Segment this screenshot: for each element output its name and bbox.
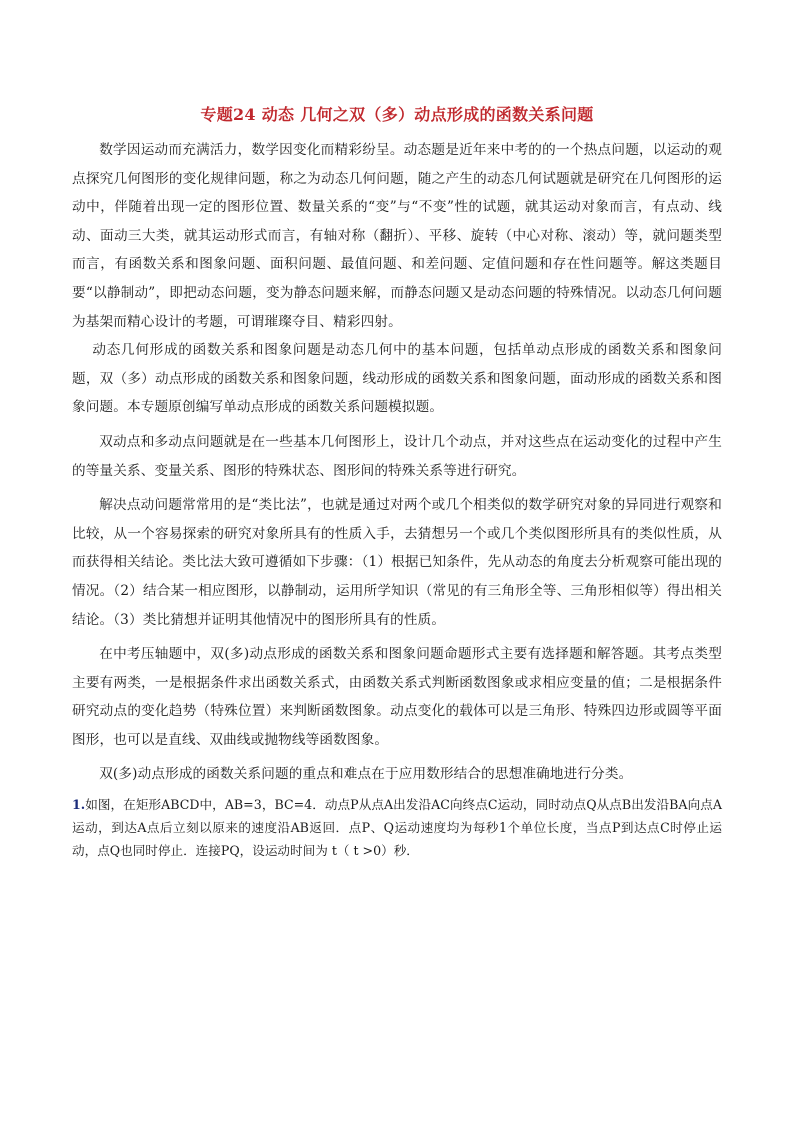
paragraph-function-problems: 动态几何形成的函数关系和图象问题是动态几何中的基本问题，包括单动点形成的函数关系和图象问题，双（多）动点形成的函数关系和图象问题，线动形成的函数关系和图象问题，面动形成的函数关系和图象问题。本专题原创编写单动点形成的函数关系问题模拟题。: [72, 342, 722, 416]
paragraph-intro: 数学因运动而充满活力，数学因变化而精彩纷呈。动态题是近年来中考的的一个热点问题，以运动的观点探究几何图形的变化规律问题，称之为动态几何问题，随之产生的动态几何试题就是研究在几何图形的运动中，伴随着出现一定的图形位置、数量关系的“变”与“不变”性的试题，就其运动对象而言，有点动、线动、面动三大类，就其运动形式而言，有轴对称（翻折）、平移、旋转（中心对称、滚动）等，就问题类型而言，有函数关系和图象问题、面积问题、最值问题、和差问题、定值问题和存在性问题等。解这类题目要“以静制动”，即把动态问题，变为静态问题来解，而静态问题又是动态问题的特殊情况。以动态几何问题为基架而精心设计的考题，可谓璀璨夺目、精彩四射。: [72, 142, 722, 330]
paragraph-analogy-method: 解决点动问题常常用的是“类比法”，也就是通过对两个或几个相类似的数学研究对象的异同进行观察和比较，从一个容易探索的研究对象所具有的性质入手，去猜想另一个或几个类似图形所具有的类似性质，从而获得相关结论。类比法大致可遵循如下步骤：（1）根据已知条件，先从动态的角度去分析观察可能出现的情况。（2）结合某一相应图形，以静制动，运用所学知识（常见的有三角形全等、三角形相似等）得出相关结论。（3）类比猜想并证明其他情况中的图形所具有的性质。: [72, 497, 722, 628]
problem-1: [72, 793, 722, 862]
document-title: 专题24 动态 几何之双（多）动点形成的函数关系问题: [200, 105, 594, 124]
problem-text: 如图，在矩形ABCD中，AB=3，BC=4．动点P从点A出发沿AC向终点C运动，同时动点Q从点B出发沿BA向点A运动，到达A点后立刻以原来的速度沿AB返回．点P、Q运动速度均为每秒1个单位长度，当点P到达点C时停止运动，点Q也同时停止．连接PQ，设运动时间为 t（ t >0）秒．: [72, 797, 722, 859]
paragraph-key-difficulty: 双(多)动点形成的函数关系问题的重点和难点在于应用数形结合的思想准确地进行分类。: [99, 766, 633, 783]
problem-number: 1.: [72, 797, 86, 813]
paragraph-exam-types: 在中考压轴题中，双(多)动点形成的函数关系和图象问题命题形式主要有选择题和解答题。其考点类型主要有两类，一是根据条件求出函数关系式，由函数关系式判断函数图象或求相应变量的值；二是根据条件研究动点的变化趋势（特殊位置）来判断函数图象。动点变化的载体可以是三角形、特殊四边形或圆等平面图形，也可以是直线、双曲线或抛物线等函数图象。: [72, 646, 722, 748]
document-page: [72, 100, 722, 862]
paragraph-multi-point: 双动点和多动点问题就是在一些基本几何图形上，设计几个动点，并对这些点在运动变化的过程中产生的等量关系、变量关系、图形的特殊状态、图形间的特殊关系等进行研究。: [72, 433, 722, 479]
